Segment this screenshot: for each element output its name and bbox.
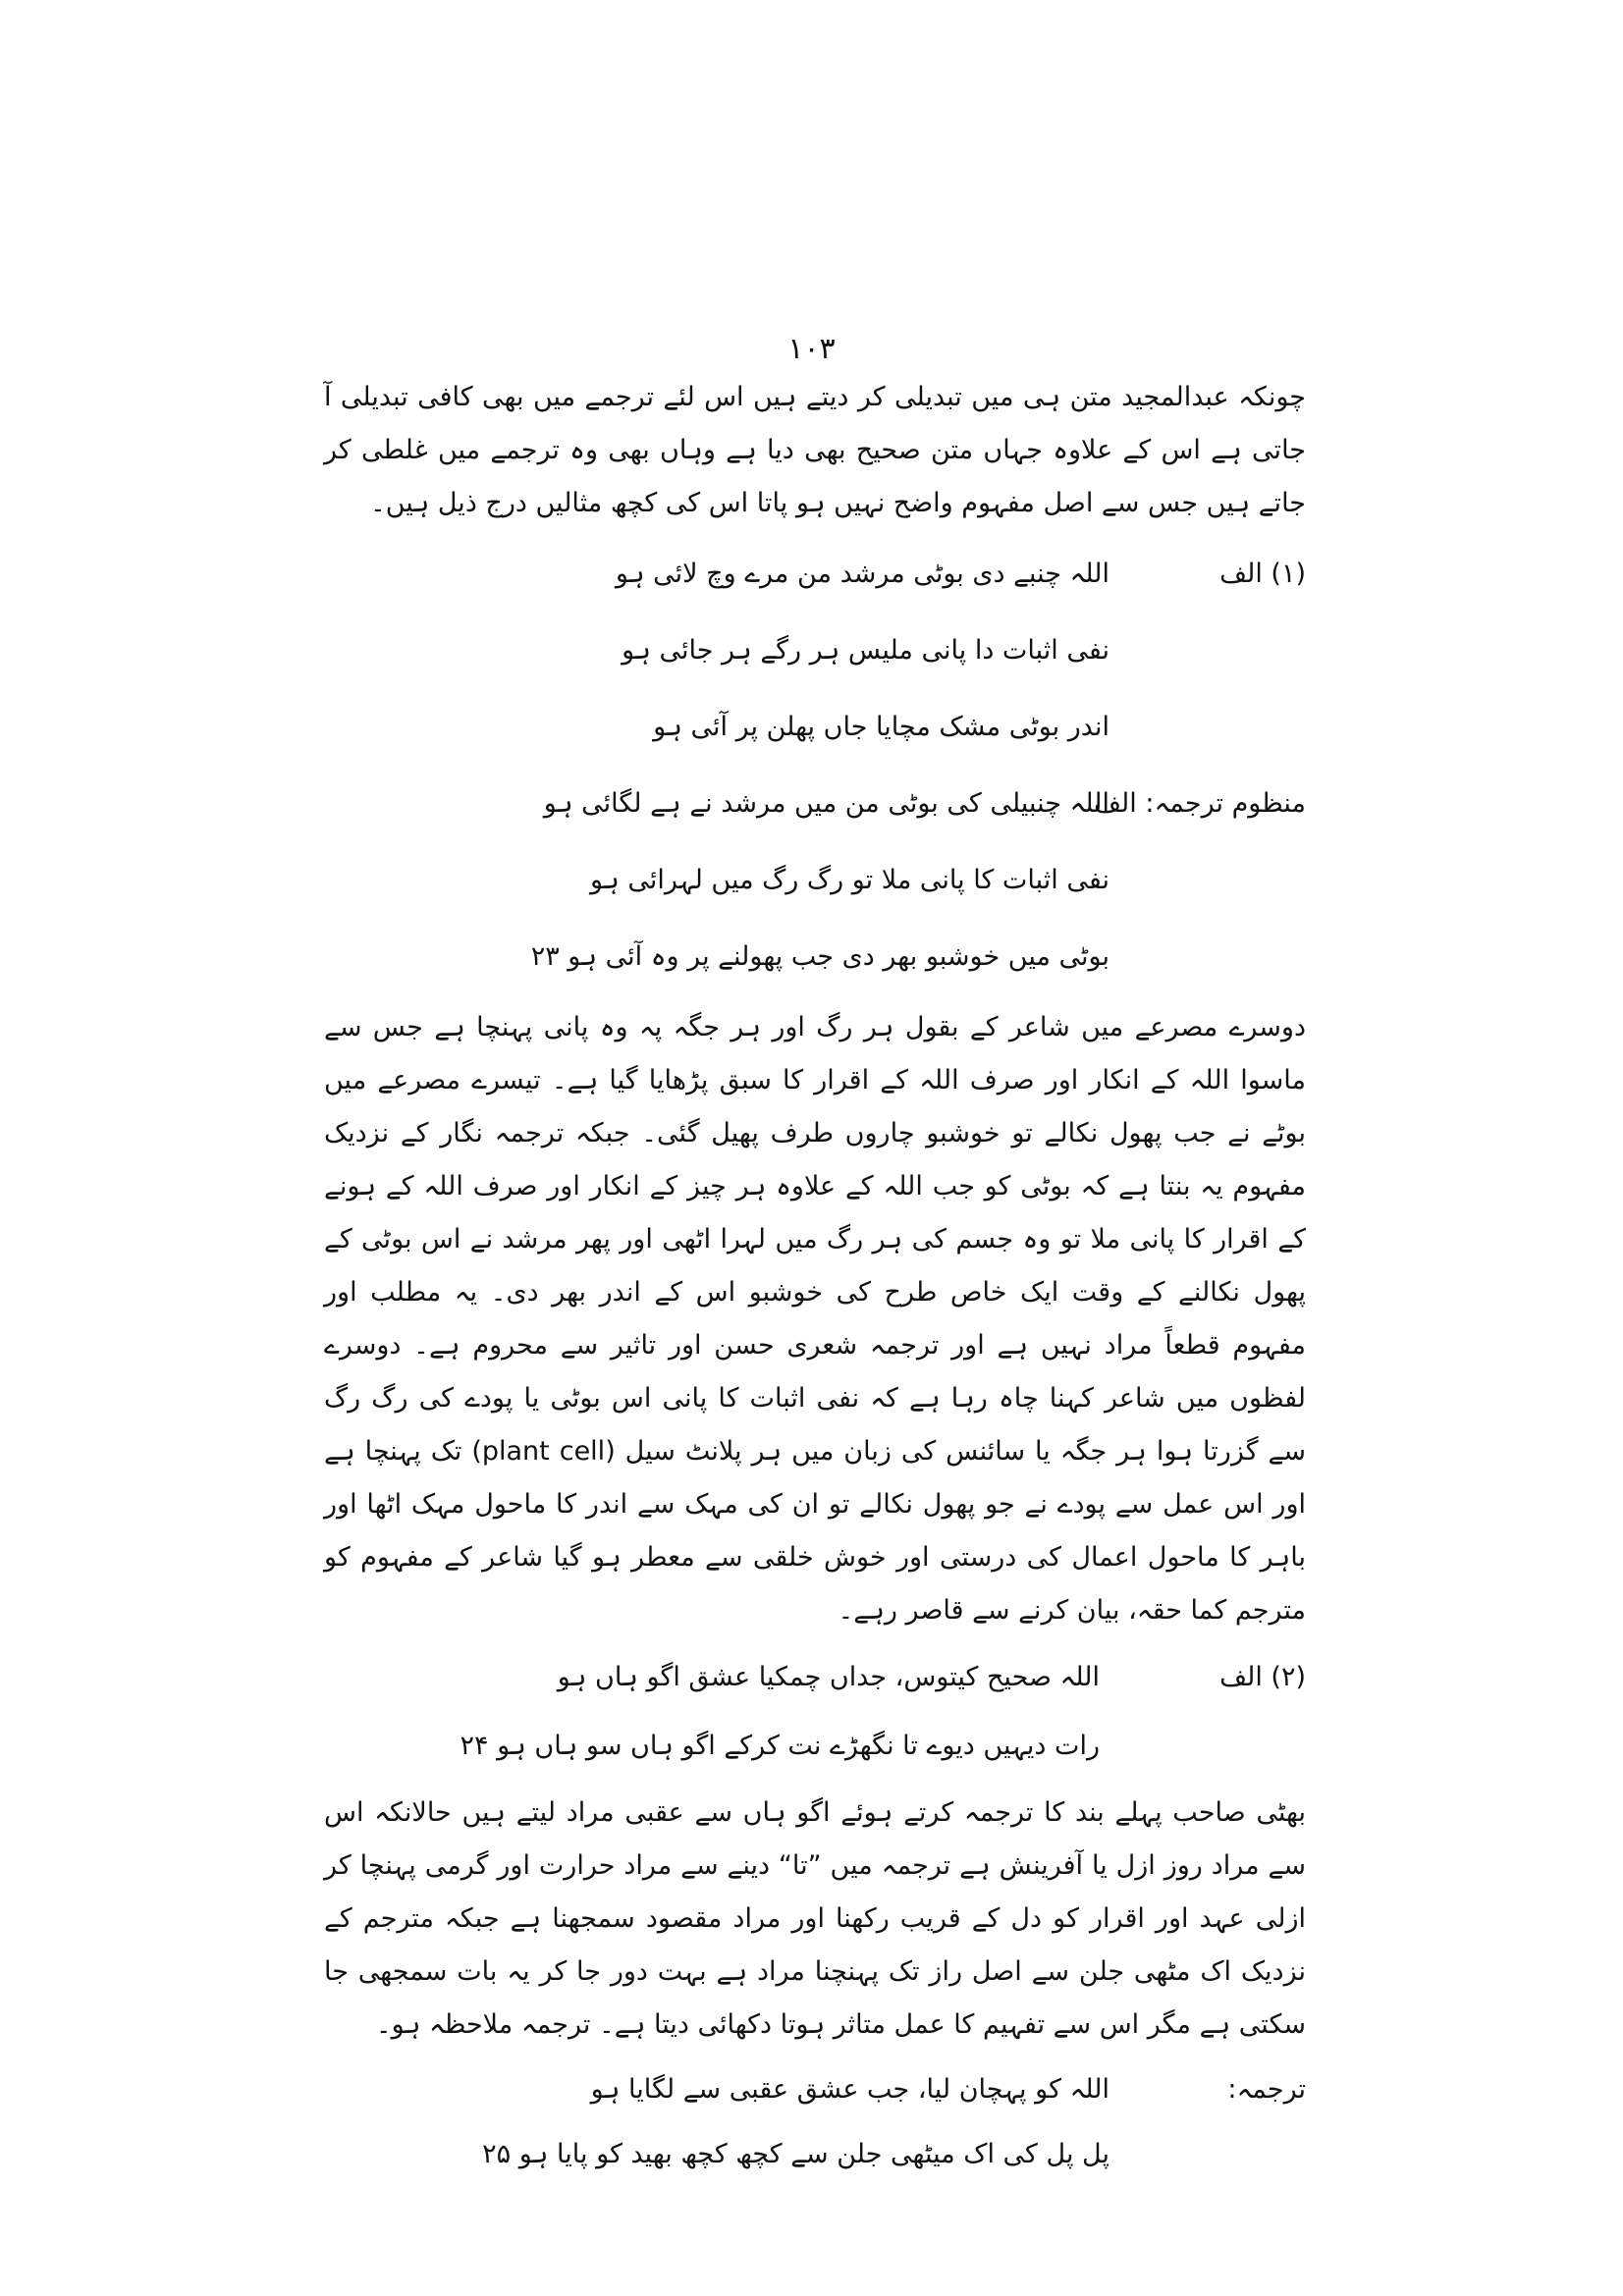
verse-block-1 [324, 536, 1306, 995]
verse-text: نفی اثبات دا پانی ملیس ہر رگے ہر جائی ہو [622, 635, 1109, 666]
verse-text: اللہ کو پہچان لیا، جب عشق عقبی سے لگایا ہو [590, 2074, 1109, 2105]
page-content [324, 371, 1306, 2193]
verse-line [324, 1643, 1306, 1712]
verse-block-2 [324, 1643, 1306, 1781]
verse-line [324, 1712, 1306, 1781]
verse-text: بوٹی میں خوشبو بھر دی جب پھولنے پر وہ آئی ہو ۲۳ [530, 941, 1109, 972]
verse-text: اللہ صحیح کیتوس، جداں چمکیا عشق اگو ہاں ہو [557, 1662, 1100, 1692]
verse-line [324, 842, 1306, 919]
verse-line [324, 2122, 1306, 2187]
verse-line [324, 2057, 1306, 2122]
paragraph-commentary: دوسرے مصرعے میں شاعر کے بقول ہر رگ اور ہر جگہ پہ وہ پانی پہنچا ہے جس سے ماسوا اللہ کے انکار اور صرف اللہ کے اقرار کا سبق پڑھایا گیا ہے۔ تیسرے مصرعے میں بوٹے نے جب پھول نکالے تو خوشبو چاروں طرف پھیل گئی۔ جبکہ ترجمہ نگار کے نزدیک مفہوم یہ بنتا ہے کہ بوٹی کو جب اللہ کے علاوہ ہر چیز کے انکار اور صرف اللہ کے ہونے کے اقرار کا پانی ملا تو وہ جسم کی ہر رگ میں لہرا اٹھی اور پھر مرشد نے اس بوٹی کے پھول نکالنے کے وقت ایک خاص طرح کی خوشبو اس کے اندر بھر دی۔ یہ مطلب اور مفہوم قطعاً مراد نہیں ہے اور ترجمہ شعری حسن اور تاثیر سے محروم ہے۔ دوسرے لفظوں میں شاعر کہنا چاہ رہا ہے کہ نفی اثبات کا پانی اس بوٹی یا پودے کی رگ رگ سے گزرتا ہوا ہر جگہ یا سائنس کی زبان میں ہر پلانٹ سیل (plant cell) تک پہنچا ہے اور اس عمل سے پودے نے جو پھول نکالے تو ان کی مہک سے اندر کا ماحول مہک اٹھا اور باہر کا ماحول اعمال کی درستی اور خوش خلقی سے معطر ہو گیا شاعر کے مفہوم کو مترجم کما حقہ، بیان کرنے سے قاصر رہے۔ [324, 1012, 1306, 1626]
verse-line [324, 613, 1306, 689]
paragraph-analysis: بھٹی صاحب پہلے بند کا ترجمہ کرتے ہوئے اگو ہاں سے عقبی مراد لیتے ہیں حالانکہ اس سے مراد روز ازل یا آفرینش ہے ترجمہ میں ”تا“ دینے سے مراد حرارت اور گرمی پہنچا کر ازلی عہد اور اقرار کو دل کے قریب رکھنا اور مراد مقصود سمجھنا ہے جبکہ مترجم کے نزدیک اک مٹھی جلن سے اصل راز تک پہنچنا مراد ہے بہت دور جا کر یہ بات سمجھی جا سکتی ہے مگر اس سے تفہیم کا عمل متاثر ہوتا دکھائی دیتا ہے۔ ترجمہ ملاحظہ ہو۔ [324, 1797, 1306, 2040]
verse-line [324, 919, 1306, 995]
page-number: ۱۰۳ [787, 332, 836, 366]
verse-block-3 [324, 2057, 1306, 2187]
verse-label: منظوم ترجمہ: الف [1094, 788, 1306, 819]
verse-label: (۱) الف [1219, 559, 1306, 589]
verse-text: اندر بوٹی مشک مچایا جاں پھلن پر آئی ہو [653, 712, 1109, 742]
verse-text: پل پل کی اک میٹھی جلن سے کچھ کچھ بھید کو پایا ہو ۲۵ [482, 2139, 1109, 2169]
verse-line [324, 689, 1306, 766]
verse-text: اللہ چنبیلی کی بوٹی من میں مرشد نے ہے لگائی ہو [543, 788, 1109, 819]
verse-text: نفی اثبات کا پانی ملا تو رگ رگ میں لہرائی ہو [590, 865, 1109, 895]
verse-text: اللہ چنبے دی بوٹی مرشد من مرے وچ لائی ہو [615, 559, 1109, 589]
verse-label: (۲) الف [1219, 1662, 1306, 1692]
verse-label: ترجمہ: [1227, 2074, 1306, 2105]
verse-text: رات دیہیں دیوے تا نگھڑے نت کرکے اگو ہاں سو ہاں ہو ۲۴ [460, 1731, 1100, 1761]
verse-line [324, 536, 1306, 613]
verse-line [324, 766, 1306, 842]
paragraph-intro: چونکہ عبدالمجید متن ہی میں تبدیلی کر دیتے ہیں اس لئے ترجمے میں بھی کافی تبدیلی آ جاتی ہے اس کے علاوہ جہاں متن صحیح بھی دیا ہے وہاں بھی وہ ترجمے میں غلطی کر جاتے ہیں جس سے اصل مفہوم واضح نہیں ہو پاتا اس کی کچھ مثالیں درج ذیل ہیں۔ [324, 382, 1306, 518]
